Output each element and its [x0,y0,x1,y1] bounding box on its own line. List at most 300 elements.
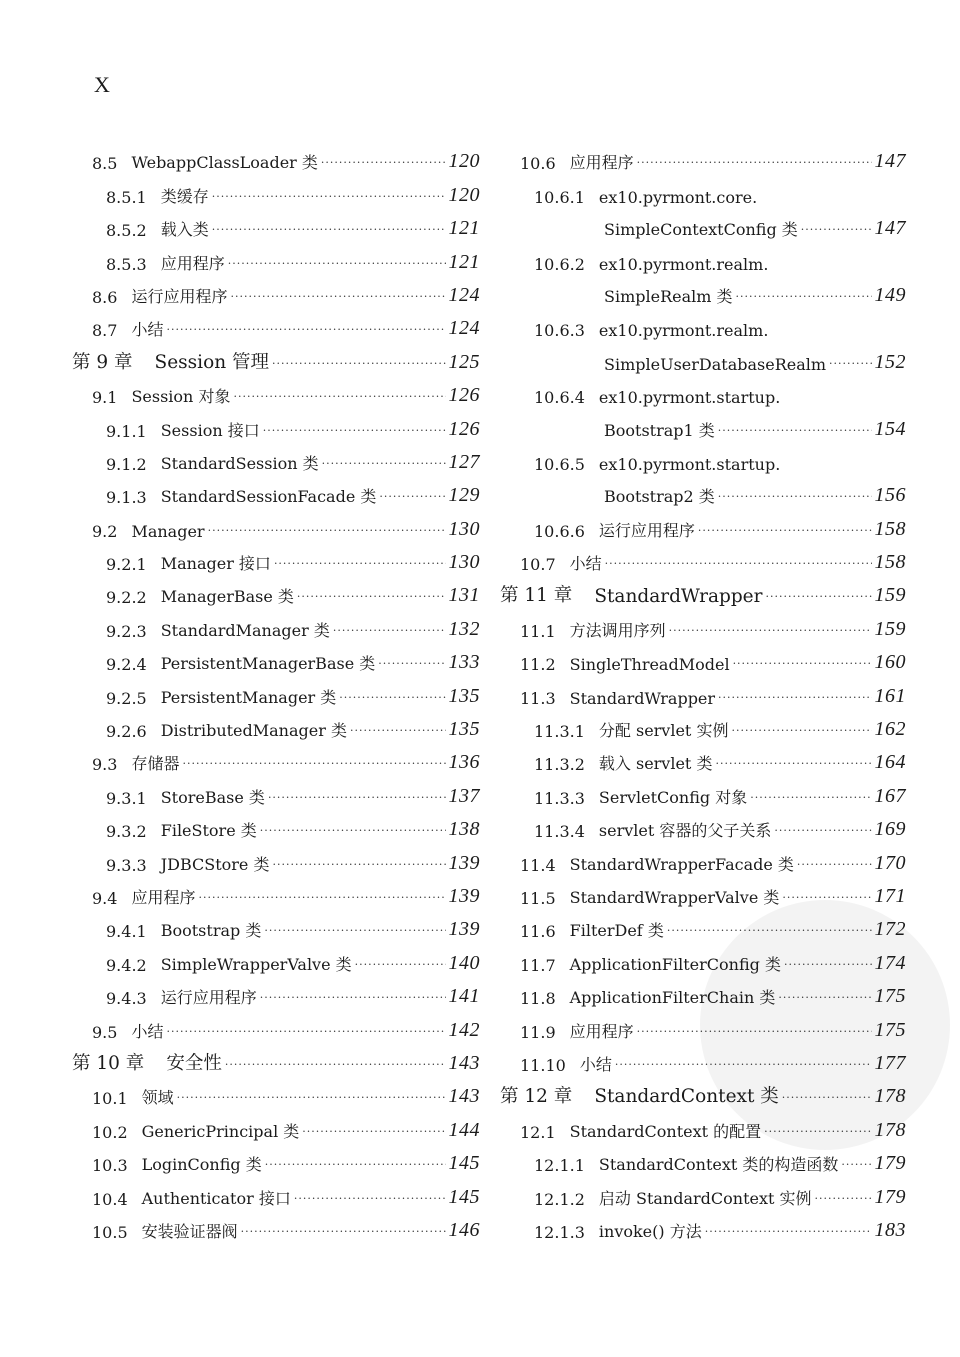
toc-entry-number: 9.4 [92,888,118,908]
toc-dot-leader [750,791,871,804]
toc-entry-number: 12.1.3 [534,1222,585,1242]
toc-page-number: 145 [448,1152,480,1175]
toc-page-number: 172 [874,918,906,941]
toc-entry [72,441,480,474]
toc-dot-leader [379,490,445,503]
toc-entry [72,1008,480,1041]
toc-entry-number: 10.7 [520,555,556,575]
toc-entry [72,541,480,574]
toc-entry-number: 9.2.4 [106,655,147,675]
toc-entry [500,173,906,206]
toc-entry-number: 11.3.4 [534,822,585,842]
toc-page-number: 136 [448,751,480,774]
toc-page-number: 129 [448,484,480,507]
toc-entry [72,1209,480,1242]
toc-dot-leader [264,924,445,937]
toc-entry-number: 9.3.1 [106,788,147,808]
toc-dot-leader [841,1158,871,1171]
toc-page-number: 146 [448,1218,480,1241]
toc-entry [500,941,906,974]
toc-dot-leader [260,824,446,837]
toc-entry-title: StandardWrapperFacade 类 [569,854,794,874]
toc-entry-title: Bootstrap 类 [160,921,262,941]
toc-entry [500,441,906,474]
toc-dot-leader [698,524,872,537]
toc-dot-leader [784,958,872,971]
toc-page-number: 149 [874,283,906,306]
toc-entry-title: 领域 [141,1088,174,1108]
toc-entry-title: WebappClassLoader 类 [131,153,318,173]
toc-dot-leader [166,323,445,336]
toc-entry-number: 8.7 [92,321,118,341]
toc-chapter-entry [500,574,906,607]
toc-page-number: 131 [448,584,480,607]
toc-dot-leader [715,757,871,770]
toc-entry-number: 9.2.2 [106,588,147,608]
toc-dot-leader [829,357,871,370]
toc-page-number: 124 [448,317,480,340]
toc-entry-number: 8.5.1 [106,187,147,207]
toc-dot-leader [637,156,872,169]
toc-right-column [500,140,906,1242]
toc-entry [72,774,480,807]
toc-dot-leader [233,390,445,403]
toc-entry-number: 10.1 [92,1089,128,1109]
toc-entry [500,1108,906,1141]
toc-entry-number: 第 11 章 [500,585,573,607]
toc-entry [72,841,480,874]
toc-dot-leader [241,1225,446,1238]
toc-entry-title: PersistentManagerBase 类 [160,654,376,674]
toc-entry [72,407,480,440]
toc-entry [500,207,906,240]
toc-page-number: 125 [448,350,480,373]
toc-entry-number: 9.2.6 [106,722,147,742]
toc-entry [500,307,906,340]
toc-page-number: 175 [874,1018,906,1041]
toc-entry-number: 第 9 章 [72,351,133,373]
toc-entry [72,641,480,674]
toc-entry [72,975,480,1008]
toc-page-number: 147 [874,217,906,240]
toc-dot-leader [228,257,446,270]
toc-entry-number: 10.3 [92,1156,128,1176]
toc-dot-leader [212,190,446,203]
toc-entry-title: 运行应用程序 [160,988,257,1008]
toc-entry-title: ex10.pyrmont.core. [598,187,758,207]
toc-dot-leader [801,223,872,236]
toc-entry-title: ApplicationFilterChain 类 [569,988,776,1008]
toc-entry [72,507,480,540]
toc-entry-title: ex10.pyrmont.realm. [598,321,769,341]
toc-dot-leader [272,357,445,370]
toc-entry-number: 9.3.2 [106,822,147,842]
toc-dot-leader [736,290,872,303]
toc-dot-leader [273,858,446,871]
toc-entry [72,574,480,607]
toc-entry-title: invoke() 方法 [598,1221,702,1241]
toc-dot-leader [733,657,872,670]
toc-entry-title: SingleThreadModel [569,655,730,675]
toc-dot-leader [797,858,872,871]
toc-entry [500,340,906,373]
toc-entry-number: 11.3.3 [534,788,585,808]
toc-entry-title: Bootstrap2 类 [604,487,715,507]
toc-entry-title: FilterDef 类 [569,921,664,941]
toc-entry-title: ApplicationFilterConfig 类 [569,954,781,974]
toc-page-number: 130 [448,551,480,574]
toc-entry-title: Session 对象 [131,387,231,407]
toc-page-number: 124 [448,283,480,306]
toc-page-number: 135 [448,684,480,707]
toc-entry-title: Bootstrap1 类 [604,420,715,440]
toc-entry-title: StandardSessionFacade 类 [160,487,377,507]
toc-entry-number: 9.2 [92,521,118,541]
toc-entry-title: StandardContext 类的构造函数 [598,1155,839,1175]
toc-entry-title: servlet 容器的父子关系 [598,821,772,841]
toc-entry [500,474,906,507]
toc-entry [500,240,906,273]
toc-entry [72,674,480,707]
toc-dot-leader [764,1125,871,1138]
toc-page-number: 143 [448,1085,480,1108]
toc-dot-leader [230,290,445,303]
toc-chapter-entry [72,340,480,373]
toc-dot-leader [260,991,446,1004]
toc-dot-leader [718,424,872,437]
toc-page-number: 158 [874,517,906,540]
toc-entry-title: DistributedManager 类 [160,721,347,741]
toc-dot-leader [718,691,871,704]
toc-entry-title: 应用程序 [569,1021,634,1041]
toc-page-number: 170 [874,851,906,874]
toc-entry-number: 9.5 [92,1022,118,1042]
toc-entry [72,307,480,340]
toc-entry [500,841,906,874]
toc-dot-leader [265,1158,446,1171]
toc-entry-number: 10.5 [92,1222,128,1242]
toc-dot-leader [815,1192,872,1205]
toc-entry-number: 10.6.3 [534,321,585,341]
toc-entry-title: 应用程序 [160,253,225,273]
toc-dot-leader [208,524,446,537]
toc-entry [72,941,480,974]
toc-entry-number: 11.6 [520,922,556,942]
toc-entry-number: 11.3.2 [534,755,585,775]
toc-dot-leader [321,156,446,169]
toc-page-number: 174 [874,951,906,974]
toc-entry-title: 分配 servlet 实例 [598,721,729,741]
toc-entry-title: StandardWrapper [569,688,716,708]
toc-entry-title: 安全性 [166,1052,222,1074]
toc-entry [72,474,480,507]
toc-dot-leader [378,657,445,670]
toc-page-number: 140 [448,951,480,974]
toc-entry-title: 载入 servlet 类 [598,754,713,774]
toc-entry-title: 小结 [131,1021,164,1041]
toc-page-number: 160 [874,651,906,674]
toc-entry [72,708,480,741]
toc-entry-title: ManagerBase 类 [160,587,294,607]
toc-entry [72,274,480,307]
toc-dot-leader [302,1125,445,1138]
toc-entry-number: 11.10 [520,1055,566,1075]
toc-page-number: 147 [874,150,906,173]
toc-chapter-entry [72,1042,480,1075]
toc-dot-leader [322,457,446,470]
toc-entry-number: 9.1.2 [106,454,147,474]
toc-entry-number: 第 12 章 [500,1086,573,1108]
toc-page-number: 133 [448,651,480,674]
toc-entry-number: 11.7 [520,955,556,975]
toc-page-number: 142 [448,1018,480,1041]
toc-entry-number: 11.9 [520,1022,556,1042]
toc-dot-leader [782,1091,872,1104]
toc-entry [500,708,906,741]
toc-entry-title: StandardWrapperValve 类 [569,887,780,907]
toc-entry [500,774,906,807]
toc-entry [72,1175,480,1208]
toc-entry [72,1075,480,1108]
toc-entry-title: Manager 接口 [160,554,271,574]
toc-entry [72,607,480,640]
toc-page-number: 144 [448,1118,480,1141]
toc-entry-number: 12.1.2 [534,1189,585,1209]
toc-dot-leader [350,724,446,737]
toc-entry [500,641,906,674]
toc-dot-leader [333,624,446,637]
toc-page-number: 179 [874,1185,906,1208]
toc-page-number: 161 [874,684,906,707]
toc-dot-leader [198,891,445,904]
toc-dot-leader [615,1058,872,1071]
toc-entry-title: ex10.pyrmont.startup. [598,454,781,474]
toc-entry-number: 9.4.2 [106,955,147,975]
toc-entry-title: 安装验证器阀 [141,1221,238,1241]
toc-entry-title: FileStore 类 [160,821,257,841]
toc-entry [72,207,480,240]
toc-entry-number: 10.6.2 [534,254,585,274]
toc-entry-title: StandardSession 类 [160,453,319,473]
toc-dot-leader [339,691,445,704]
toc-page-number: 179 [874,1152,906,1175]
toc-dot-leader [177,1091,446,1104]
toc-entry-title: ServletConfig 对象 [598,787,748,807]
toc-dot-leader [166,1025,445,1038]
toc-dot-leader [782,891,871,904]
toc-entry-number: 11.3 [520,688,556,708]
toc-entry [72,240,480,273]
toc-dot-leader [263,424,446,437]
toc-page-number: 137 [448,784,480,807]
toc-page-number: 143 [448,1051,480,1074]
toc-entry-title: SimpleUserDatabaseRealm [604,354,827,374]
toc-entry-title: Authenticator 接口 [141,1188,291,1208]
toc-entry-number: 10.6.6 [534,521,585,541]
toc-dot-leader [731,724,871,737]
toc-entry-title: StandardContext 的配置 [569,1121,762,1141]
toc-entry [500,541,906,574]
toc-entry-number: 9.1 [92,388,118,408]
toc-entry-title: SimpleWrapperValve 类 [160,954,352,974]
toc-entry-title: JDBCStore 类 [160,854,270,874]
toc-dot-leader [765,590,871,603]
toc-entry-number: 9.2.5 [106,688,147,708]
toc-entry [72,140,480,173]
toc-page-number: 132 [448,617,480,640]
toc-entry-title: SimpleRealm 类 [604,286,733,306]
toc-entry [500,808,906,841]
toc-page-number: 139 [448,918,480,941]
toc-dot-leader [274,557,446,570]
toc-entry-number: 9.2.3 [106,621,147,641]
toc-page-number: 120 [448,183,480,206]
toc-page-number: 183 [874,1218,906,1241]
toc-entry-title: 类缓存 [160,186,209,206]
toc-entry-number: 11.1 [520,621,556,641]
toc-page-number: 169 [874,818,906,841]
toc-page-number: 167 [874,784,906,807]
toc-page-number: 138 [448,818,480,841]
toc-entry [500,1175,906,1208]
toc-entry-title: Manager [131,521,205,541]
toc-page-number: 171 [874,884,906,907]
toc-entry-number: 9.1.3 [106,488,147,508]
toc-page-number: 177 [874,1051,906,1074]
toc-dot-leader [718,490,872,503]
toc-entry-number: 10.6.4 [534,388,585,408]
toc-page-number: 130 [448,517,480,540]
toc-page-number: 139 [448,884,480,907]
toc-entry-title: 运行应用程序 [598,520,695,540]
toc-dot-leader [297,590,446,603]
toc-page-number: 121 [448,217,480,240]
toc-page-number: 154 [874,417,906,440]
toc-entry-title: 载入类 [160,220,209,240]
toc-entry-number: 9.2.1 [106,555,147,575]
toc-left-column [72,140,480,1242]
toc-page-number: 141 [448,985,480,1008]
toc-dot-leader [294,1192,446,1205]
toc-entry-number: 10.6.5 [534,454,585,474]
toc-entry-number: 8.6 [92,287,118,307]
toc-page-number: 158 [874,551,906,574]
toc-entry-number: 11.4 [520,855,556,875]
toc-entry-title: SimpleContextConfig 类 [604,220,798,240]
toc-dot-leader [667,924,872,937]
toc-dot-leader [268,791,446,804]
toc-entry-number: 9.3.3 [106,855,147,875]
toc-entry-title: LoginConfig 类 [141,1155,262,1175]
toc-entry-title: 方法调用序列 [569,620,666,640]
toc-entry [72,808,480,841]
toc-dot-leader [705,1225,872,1238]
toc-page-number: 162 [874,718,906,741]
toc-page-number: 152 [874,350,906,373]
toc-entry-title: Session 管理 [154,351,270,373]
toc-page-number: 135 [448,718,480,741]
toc-entry [500,741,906,774]
toc-entry-title: StandardWrapper [594,586,763,608]
toc-entry-title: 小结 [579,1054,612,1074]
toc-entry [500,674,906,707]
toc-dot-leader [774,824,871,837]
toc-page-number: 139 [448,851,480,874]
toc-entry [72,374,480,407]
toc-entry [500,1142,906,1175]
toc-entry [500,507,906,540]
toc-page-number: 175 [874,985,906,1008]
toc-entry [500,875,906,908]
toc-entry [72,908,480,941]
toc-entry-title: Session 接口 [160,420,260,440]
toc-page-number: 178 [874,1118,906,1141]
toc-entry-number: 8.5.2 [106,221,147,241]
toc-dot-leader [605,557,872,570]
toc-entry-title: StoreBase 类 [160,787,265,807]
toc-dot-leader [182,757,445,770]
toc-entry [500,975,906,1008]
toc-entry [72,1108,480,1141]
toc-entry-title: 小结 [131,320,164,340]
toc-page-number: 126 [448,417,480,440]
toc-chapter-entry [500,1075,906,1108]
toc-entry [72,1142,480,1175]
toc-entry [72,875,480,908]
toc-entry [72,173,480,206]
toc-entry-number: 12.1 [520,1122,556,1142]
toc-entry-number: 10.4 [92,1189,128,1209]
toc-entry [72,741,480,774]
toc-entry [500,908,906,941]
toc-entry-title: 启动 StandardContext 实例 [598,1188,812,1208]
toc-entry-number: 11.8 [520,989,556,1009]
toc-entry [500,1008,906,1041]
page-number: X [94,72,110,97]
toc-entry [500,274,906,307]
toc-page-number: 164 [874,751,906,774]
toc-dot-leader [225,1058,446,1071]
toc-entry-number: 8.5.3 [106,254,147,274]
toc-dot-leader [355,958,446,971]
toc-page-number: 121 [448,250,480,273]
toc-entry-number: 10.2 [92,1122,128,1142]
toc-entry [500,1042,906,1075]
toc-dot-leader [212,223,446,236]
toc-page-number: 120 [448,150,480,173]
toc-page-number: 126 [448,384,480,407]
toc-entry-number: 第 10 章 [72,1052,145,1074]
toc-entry-number: 10.6.1 [534,187,585,207]
toc-entry-title: PersistentManager 类 [160,687,337,707]
toc-entry-number: 11.5 [520,888,556,908]
toc-entry-number: 10.6 [520,154,556,174]
toc-entry-title: ex10.pyrmont.realm. [598,254,769,274]
toc-entry-number: 11.3.1 [534,722,585,742]
toc-entry-number: 11.2 [520,655,556,675]
toc-page-number: 178 [874,1085,906,1108]
toc-dot-leader [669,624,872,637]
toc-page-number: 159 [874,584,906,607]
toc-entry-title: 应用程序 [569,153,634,173]
toc-dot-leader [637,1025,872,1038]
toc-entry [500,374,906,407]
toc-entry-number: 12.1.1 [534,1156,585,1176]
toc-entry-title: GenericPrincipal 类 [141,1121,300,1141]
toc-entry-title: 小结 [569,554,602,574]
toc-page-number: 159 [874,617,906,640]
toc-entry-title: 存储器 [131,754,180,774]
